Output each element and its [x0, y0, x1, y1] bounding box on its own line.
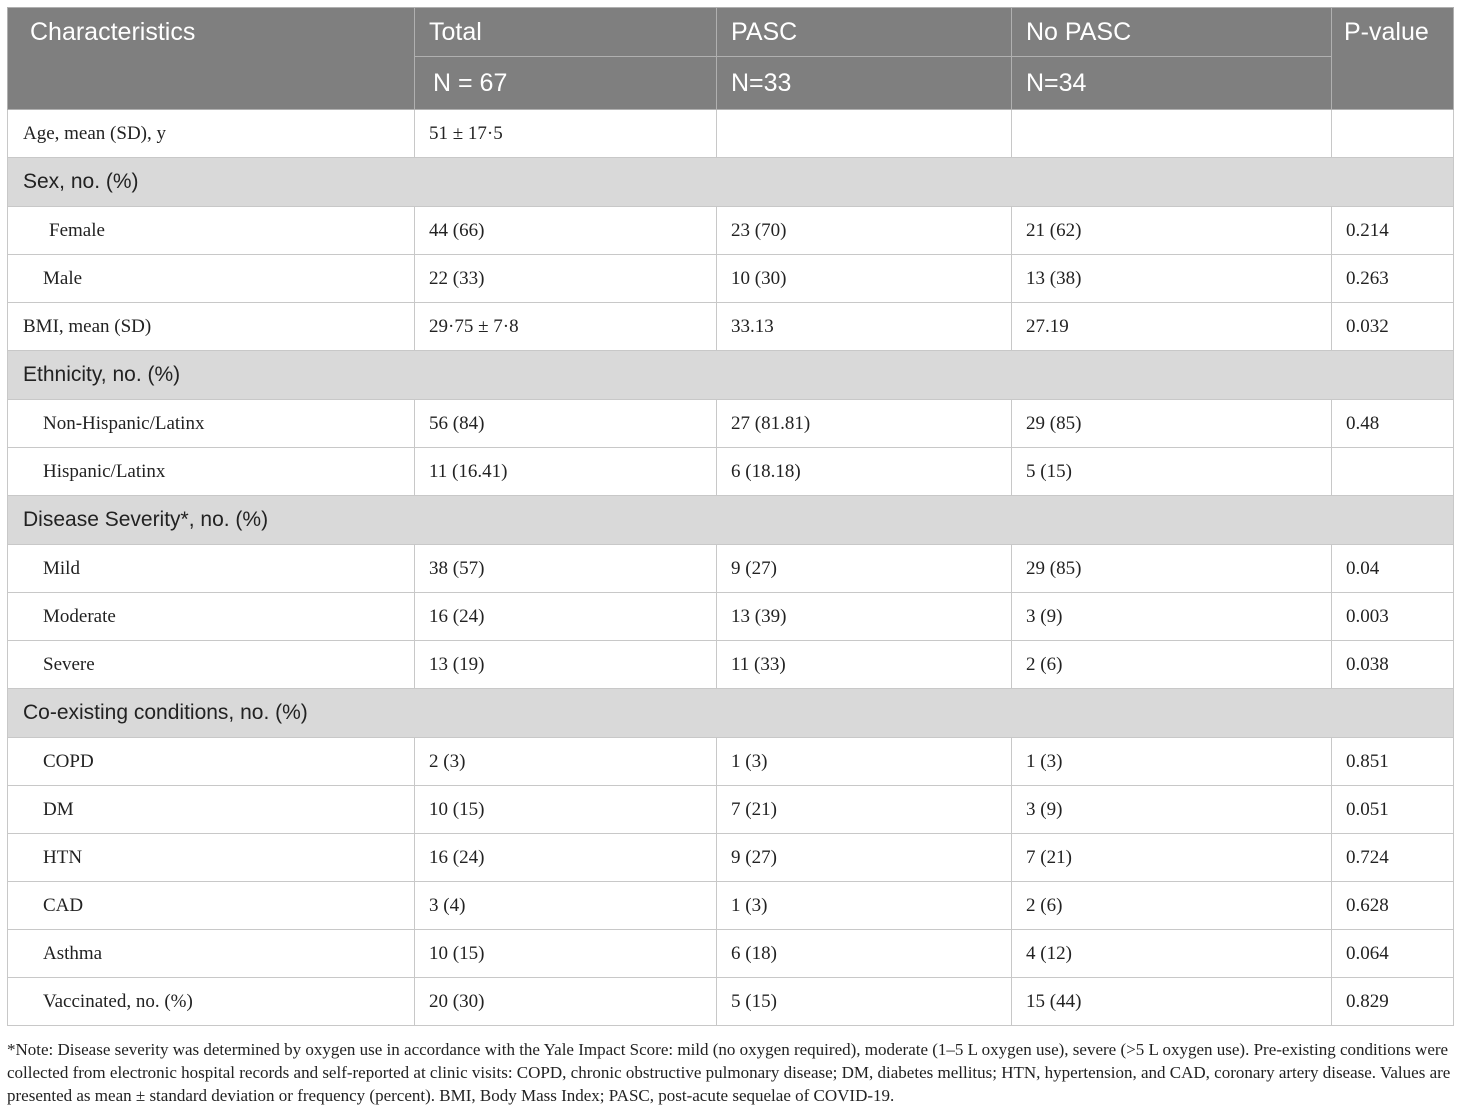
cell-pasc: 23 (70)	[717, 207, 1012, 255]
cell-pasc: 1 (3)	[717, 882, 1012, 930]
cell-pvalue: 0.032	[1332, 303, 1454, 351]
table-row	[8, 255, 1454, 303]
cell-total: 10 (15)	[415, 786, 717, 834]
cell-total: 20 (30)	[415, 978, 717, 1026]
cell-total: 2 (3)	[415, 738, 717, 786]
cell-pasc: 13 (39)	[717, 593, 1012, 641]
header-pasc: PASC	[717, 8, 1012, 57]
row-label: Severe	[8, 641, 415, 689]
cell-no-pasc: 2 (6)	[1012, 882, 1332, 930]
header-no-pasc-n: N=34	[1012, 57, 1332, 110]
section-coexisting: Co-existing conditions, no. (%)	[8, 689, 1454, 738]
row-label: DM	[8, 786, 415, 834]
table-row	[8, 593, 1454, 641]
cell-pvalue: 0.051	[1332, 786, 1454, 834]
section-row	[8, 496, 1454, 545]
cell-no-pasc: 5 (15)	[1012, 448, 1332, 496]
cell-pvalue: 0.064	[1332, 930, 1454, 978]
cell-pvalue	[1332, 448, 1454, 496]
table-row	[8, 834, 1454, 882]
cell-pvalue: 0.263	[1332, 255, 1454, 303]
table-row	[8, 738, 1454, 786]
header-characteristics: Characteristics	[8, 8, 415, 110]
section-ethnicity: Ethnicity, no. (%)	[8, 351, 1454, 400]
cell-pasc	[717, 110, 1012, 158]
cell-pasc: 5 (15)	[717, 978, 1012, 1026]
cell-pasc: 10 (30)	[717, 255, 1012, 303]
section-sex: Sex, no. (%)	[8, 158, 1454, 207]
table-row	[8, 303, 1454, 351]
row-label: Age, mean (SD), y	[8, 110, 415, 158]
row-label: Moderate	[8, 593, 415, 641]
cell-total: 38 (57)	[415, 545, 717, 593]
row-label: Hispanic/Latinx	[8, 448, 415, 496]
cell-no-pasc: 27.19	[1012, 303, 1332, 351]
row-label: Female	[8, 207, 415, 255]
cell-no-pasc: 7 (21)	[1012, 834, 1332, 882]
cell-total: 16 (24)	[415, 834, 717, 882]
cell-total: 44 (66)	[415, 207, 717, 255]
header-no-pasc: No PASC	[1012, 8, 1332, 57]
cell-pvalue: 0.038	[1332, 641, 1454, 689]
cell-pvalue: 0.724	[1332, 834, 1454, 882]
cell-no-pasc: 21 (62)	[1012, 207, 1332, 255]
table-row	[8, 930, 1454, 978]
cell-total: 16 (24)	[415, 593, 717, 641]
cell-total: 13 (19)	[415, 641, 717, 689]
cell-pvalue: 0.829	[1332, 978, 1454, 1026]
cell-no-pasc: 2 (6)	[1012, 641, 1332, 689]
cell-pasc: 6 (18.18)	[717, 448, 1012, 496]
header-total-n: N = 67	[415, 57, 717, 110]
cell-pvalue: 0.003	[1332, 593, 1454, 641]
cell-pvalue: 0.851	[1332, 738, 1454, 786]
table-row	[8, 207, 1454, 255]
table-row	[8, 978, 1454, 1026]
section-row	[8, 351, 1454, 400]
cell-no-pasc: 29 (85)	[1012, 400, 1332, 448]
cell-total: 29·75 ± 7·8	[415, 303, 717, 351]
header-pvalue: P-value	[1332, 8, 1454, 110]
cell-pvalue: 0.04	[1332, 545, 1454, 593]
header-total: Total	[415, 8, 717, 57]
section-row	[8, 158, 1454, 207]
cell-no-pasc: 3 (9)	[1012, 593, 1332, 641]
cell-total: 3 (4)	[415, 882, 717, 930]
row-label: Asthma	[8, 930, 415, 978]
table-row	[8, 641, 1454, 689]
cell-no-pasc: 4 (12)	[1012, 930, 1332, 978]
table-row	[8, 448, 1454, 496]
table-row	[8, 110, 1454, 158]
table-header	[8, 8, 1454, 110]
row-label: Vaccinated, no. (%)	[8, 978, 415, 1026]
cell-pvalue: 0.48	[1332, 400, 1454, 448]
cell-no-pasc: 3 (9)	[1012, 786, 1332, 834]
cell-no-pasc	[1012, 110, 1332, 158]
table-footnote: *Note: Disease severity was determined by oxygen use in accordance with the Yale Impact Score: mild (no oxygen required), moderate (1–5 L oxygen use), severe (>5 L oxygen use). Pre-existing conditions were collected from electronic hospital records and self-reported at clinic visits: COPD, chronic obstructive pulmonary disease; DM, diabetes mellitus; HTN, hypertension, and CAD, coronary artery disease. Values are presented as mean ± standard deviation or frequency (percent). BMI, Body Mass Index; PASC, post-acute sequelae of COVID-19.	[7, 1040, 1451, 1105]
table-row	[8, 400, 1454, 448]
cell-no-pasc: 15 (44)	[1012, 978, 1332, 1026]
cell-pvalue	[1332, 110, 1454, 158]
table-row	[8, 545, 1454, 593]
cell-pasc: 33.13	[717, 303, 1012, 351]
row-label: BMI, mean (SD)	[8, 303, 415, 351]
cell-no-pasc: 1 (3)	[1012, 738, 1332, 786]
row-label: CAD	[8, 882, 415, 930]
header-pasc-n: N=33	[717, 57, 1012, 110]
cell-pvalue: 0.628	[1332, 882, 1454, 930]
cell-total: 11 (16.41)	[415, 448, 717, 496]
row-label: COPD	[8, 738, 415, 786]
cell-pvalue: 0.214	[1332, 207, 1454, 255]
cell-no-pasc: 29 (85)	[1012, 545, 1332, 593]
cell-total: 10 (15)	[415, 930, 717, 978]
cell-no-pasc: 13 (38)	[1012, 255, 1332, 303]
cell-pasc: 9 (27)	[717, 834, 1012, 882]
row-label: Male	[8, 255, 415, 303]
table-container	[7, 7, 1453, 1026]
row-label: HTN	[8, 834, 415, 882]
cell-pasc: 7 (21)	[717, 786, 1012, 834]
table-row	[8, 786, 1454, 834]
cell-total: 56 (84)	[415, 400, 717, 448]
row-label: Mild	[8, 545, 415, 593]
cell-pasc: 11 (33)	[717, 641, 1012, 689]
cell-pasc: 27 (81.81)	[717, 400, 1012, 448]
cell-total: 22 (33)	[415, 255, 717, 303]
cell-pasc: 1 (3)	[717, 738, 1012, 786]
characteristics-table	[7, 7, 1454, 1026]
section-row	[8, 689, 1454, 738]
table-row	[8, 882, 1454, 930]
cell-pasc: 6 (18)	[717, 930, 1012, 978]
section-severity: Disease Severity*, no. (%)	[8, 496, 1454, 545]
cell-pasc: 9 (27)	[717, 545, 1012, 593]
row-label: Non-Hispanic/Latinx	[8, 400, 415, 448]
cell-total: 51 ± 17·5	[415, 110, 717, 158]
